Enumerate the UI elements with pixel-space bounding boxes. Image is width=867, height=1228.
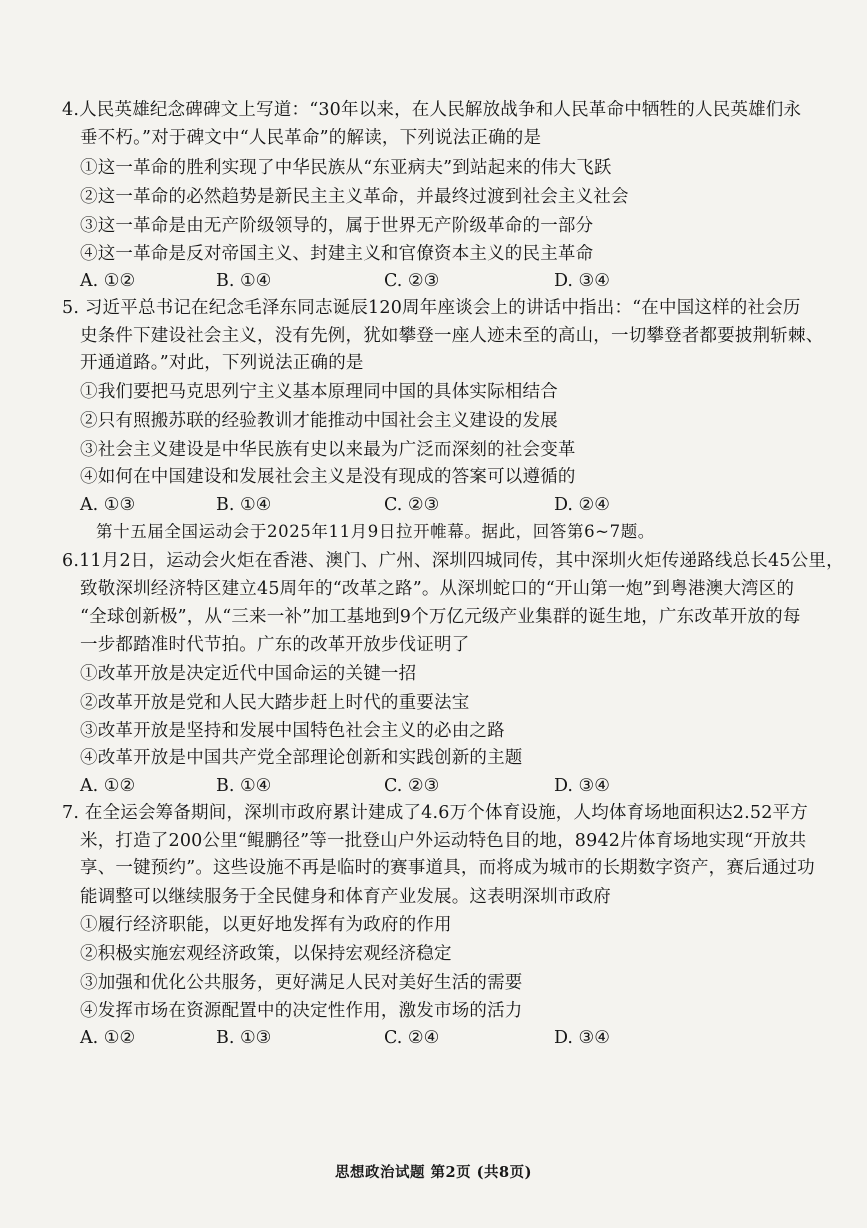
- q6-choice-d: D. ③④: [554, 776, 610, 796]
- q6-stem-line-3: “全球创新极”，从“三来一补”加工基地到9个万亿元级产业集群的诞生地，广东改革开放的每: [80, 607, 801, 627]
- q7-stem-line-4: 能调整可以继续服务于全民健身和体育产业发展。这表明深圳市政府: [80, 887, 611, 907]
- q5-choice-c: C. ②③: [384, 495, 440, 515]
- q4-option-3: ③这一革命是由无产阶级领导的，属于世界无产阶级革命的一部分: [80, 216, 594, 236]
- q5-option-4: ④如何在中国建设和发展社会主义是没有现成的答案可以遵循的: [80, 467, 576, 487]
- q4-choice-d: D. ③④: [554, 271, 610, 291]
- q4-stem-line-2: 垂不朽。”对于碑文中“人民革命”的解读，下列说法正确的是: [80, 128, 542, 148]
- q4-option-1: ①这一革命的胜利实现了中华民族从“东亚病夫”到站起来的伟大飞跃: [80, 158, 612, 178]
- q6-choice-a: A. ①②: [80, 776, 136, 796]
- q6-option-2: ②改革开放是党和人民大踏步赶上时代的重要法宝: [80, 693, 470, 713]
- q6-stem-line-1: 6.11月2日，运动会火炬在香港、澳门、广州、深圳四城同传，其中深圳火炬传递路线总长45公里，: [62, 551, 844, 571]
- q4-choice-a: A. ①②: [80, 271, 136, 291]
- q7-option-2: ②积极实施宏观经济政策，以保持宏观经济稳定: [80, 944, 452, 964]
- q4-stem-line-1: 4.人民英雄纪念碑碑文上写道：“30年以来，在人民解放战争和人民革命中牺牲的人民英雄们永: [62, 100, 802, 120]
- q6-stem-line-4: 一步都踏准时代节拍。广东的改革开放步伐证明了: [80, 635, 470, 655]
- q5-option-2: ②只有照搬苏联的经验教训才能推动中国社会主义建设的发展: [80, 411, 558, 431]
- q5-choice-d: D. ②④: [554, 495, 610, 515]
- q7-choice-b: B. ①③: [216, 1028, 272, 1048]
- q4-choice-b: B. ①④: [216, 271, 272, 291]
- q5-choice-b: B. ①④: [216, 495, 272, 515]
- page-footer: 思想政治试题 第2页 (共8页): [335, 1164, 532, 1181]
- q5-option-1: ①我们要把马克思列宁主义基本原理同中国的具体实际相结合: [80, 382, 558, 402]
- q7-option-3: ③加强和优化公共服务，更好满足人民对美好生活的需要: [80, 973, 523, 993]
- q7-choice-a: A. ①②: [80, 1028, 136, 1048]
- q5-option-3: ③社会主义建设是中华民族有史以来最为广泛而深刻的社会变革: [80, 440, 576, 460]
- q7-choice-c: C. ②④: [384, 1028, 440, 1048]
- q7-stem-line-3: 享、一键预约”。这些设施不再是临时的赛事道具，而将成为城市的长期数字资产，赛后通过功: [80, 858, 815, 878]
- q5-stem-line-2: 史条件下建设社会主义，没有先例，犹如攀登一座人迹未至的高山，一切攀登者都要披荆斩棘、: [80, 326, 824, 346]
- section-intro-6-7: 第十五届全国运动会于2025年11月9日拉开帷幕。据此，回答第6~7题。: [96, 522, 655, 541]
- q7-choice-d: D. ③④: [554, 1028, 610, 1048]
- q4-option-2: ②这一革命的必然趋势是新民主主义革命，并最终过渡到社会主义社会: [80, 187, 629, 207]
- q5-stem-line-3: 开通道路。”对此，下列说法正确的是: [80, 353, 364, 373]
- q7-option-1: ①履行经济职能，以更好地发挥有为政府的作用: [80, 915, 452, 935]
- q7-option-4: ④发挥市场在资源配置中的决定性作用，激发市场的活力: [80, 1001, 523, 1021]
- q6-choice-c: C. ②③: [384, 776, 440, 796]
- q5-stem-line-1: 5. 习近平总书记在纪念毛泽东同志诞辰120周年座谈会上的讲话中指出：“在中国这样的社会历: [62, 298, 801, 318]
- q7-stem-line-1: 7. 在全运会筹备期间，深圳市政府累计建成了4.6万个体育设施，人均体育场地面积达2.52平方: [62, 803, 808, 823]
- q4-option-4: ④这一革命是反对帝国主义、封建主义和官僚资本主义的民主革命: [80, 244, 594, 264]
- q5-choice-a: A. ①③: [80, 495, 136, 515]
- q6-option-3: ③改革开放是坚持和发展中国特色社会主义的必由之路: [80, 721, 505, 741]
- q4-choice-c: C. ②③: [384, 271, 440, 291]
- q6-stem-line-2: 致敬深圳经济特区建立45周年的“改革之路”。从深圳蛇口的“开山第一炮”到粤港澳大湾区的: [80, 579, 795, 599]
- q6-choice-b: B. ①④: [216, 776, 272, 796]
- q6-option-1: ①改革开放是决定近代中国命运的关键一招: [80, 664, 417, 684]
- q7-stem-line-2: 米，打造了200公里“鲲鹏径”等一批登山户外运动特色目的地，8942片体育场地实现“开放共: [80, 831, 807, 851]
- q6-option-4: ④改革开放是中国共产党全部理论创新和实践创新的主题: [80, 748, 523, 768]
